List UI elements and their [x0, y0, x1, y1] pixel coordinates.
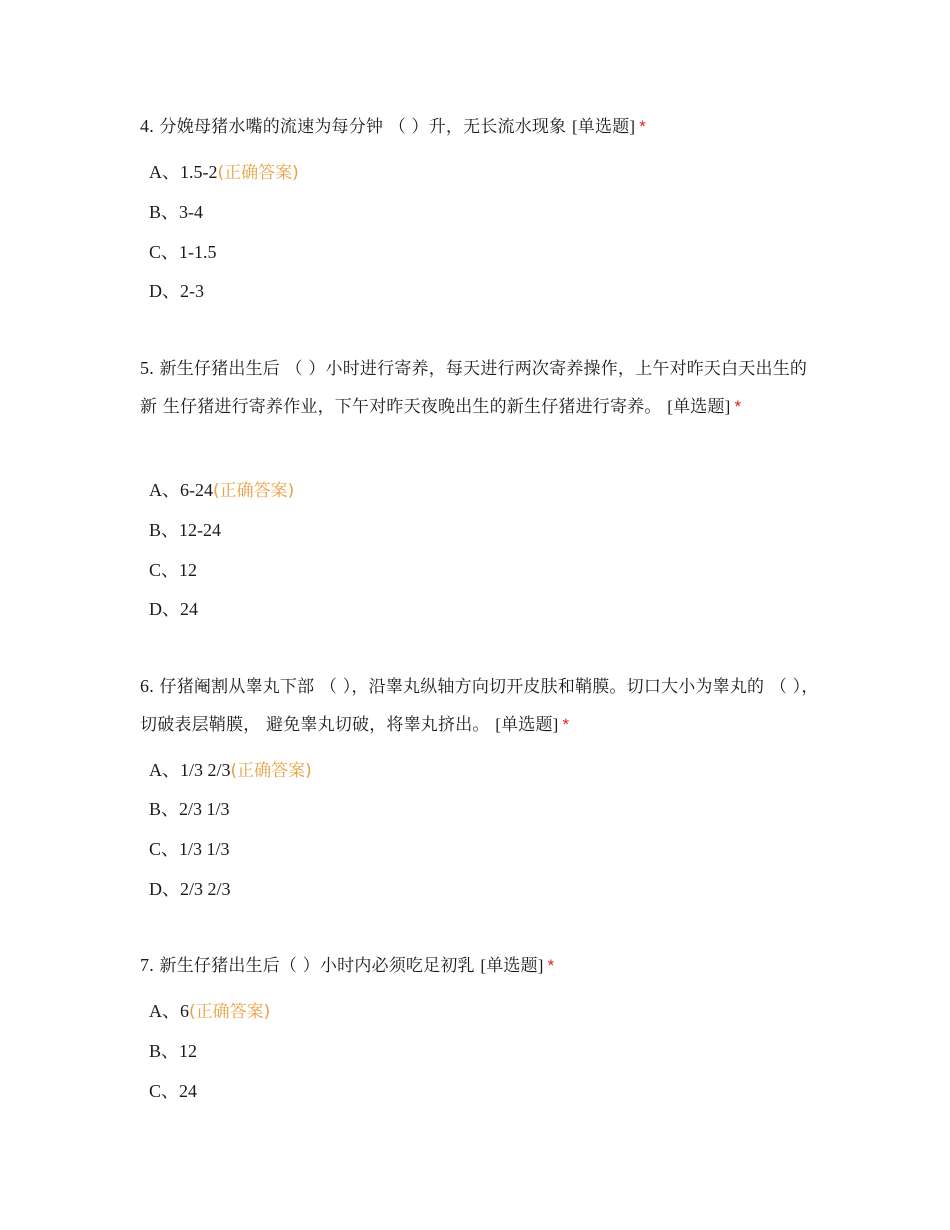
- option-d: [149, 279, 204, 303]
- option-label: A、6: [149, 1001, 189, 1021]
- question-type-tag: [单选题]: [571, 117, 636, 136]
- option-b: [149, 200, 203, 224]
- option-label: A、6-24: [149, 480, 213, 500]
- option-label: B、3-4: [149, 202, 203, 222]
- option-a: [149, 999, 270, 1024]
- option-b: [149, 518, 221, 542]
- question-number: 7.: [140, 955, 154, 975]
- question-7: [140, 946, 820, 985]
- required-asterisk: *: [734, 397, 742, 416]
- option-d: [149, 597, 198, 621]
- option-b: [149, 797, 230, 821]
- question-number: 5.: [140, 358, 154, 378]
- option-label: C、24: [149, 1081, 198, 1101]
- option-label: D、2/3 2/3: [149, 879, 231, 899]
- option-label: C、1/3 1/3: [149, 839, 230, 859]
- question-type-tag: [单选题]: [495, 715, 559, 734]
- question-type-tag: [单选题]: [480, 956, 544, 975]
- option-label: A、1.5-2: [149, 162, 218, 182]
- option-c: [149, 1079, 197, 1103]
- option-label: B、12: [149, 1041, 198, 1061]
- option-label: A、1/3 2/3: [149, 760, 231, 780]
- option-label: D、2-3: [149, 281, 204, 301]
- option-a: [149, 160, 299, 185]
- question-number: 6.: [140, 676, 154, 696]
- option-label: C、12: [149, 560, 198, 580]
- option-d: [149, 877, 231, 901]
- correct-answer-tag: (正确答案): [217, 163, 299, 183]
- option-a: [149, 758, 312, 783]
- option-c: [149, 837, 230, 861]
- option-c: [149, 240, 217, 264]
- option-b: [149, 1039, 197, 1063]
- question-title: [140, 667, 820, 744]
- question-4: [140, 107, 820, 146]
- option-a: [149, 478, 294, 503]
- question-number: 4.: [140, 116, 154, 136]
- question-text: 分娩母猪水嘴的流速为每分钟 （ ）升，无长流水现象: [159, 117, 567, 137]
- option-c: [149, 558, 197, 582]
- required-asterisk: *: [562, 715, 570, 734]
- option-label: D、24: [149, 599, 198, 619]
- option-label: C、1-1.5: [149, 242, 217, 262]
- required-asterisk: *: [639, 117, 647, 136]
- question-text: 新生仔猪出生后（ ）小时内必须吃足初乳: [159, 956, 475, 976]
- question-text: 新生仔猪出生后 （ ）小时进行寄养，每天进行两次寄养操作，上午对昨天白天出生的新 生仔猪进行寄养作业，下午对昨天夜晚出生的新生仔猪进行寄养。: [140, 359, 808, 417]
- question-title: [140, 349, 820, 426]
- correct-answer-tag: (正确答案): [213, 481, 295, 501]
- question-5: [140, 349, 820, 426]
- question-6: [140, 667, 820, 744]
- option-label: B、12-24: [149, 520, 221, 540]
- correct-answer-tag: (正确答案): [230, 761, 312, 781]
- required-asterisk: *: [547, 956, 555, 975]
- correct-answer-tag: (正确答案): [189, 1002, 271, 1022]
- question-title: [140, 107, 820, 146]
- question-text: 仔猪阉割从睾丸下部 （ ），沿睾丸纵轴方向切开皮肤和鞘膜。切口大小为睾丸的 （ ），切破表层鞘膜， 避免睾丸切破，将睾丸挤出。: [140, 677, 819, 735]
- option-label: B、2/3 1/3: [149, 799, 230, 819]
- question-title: [140, 946, 820, 985]
- question-type-tag: [单选题]: [667, 397, 731, 416]
